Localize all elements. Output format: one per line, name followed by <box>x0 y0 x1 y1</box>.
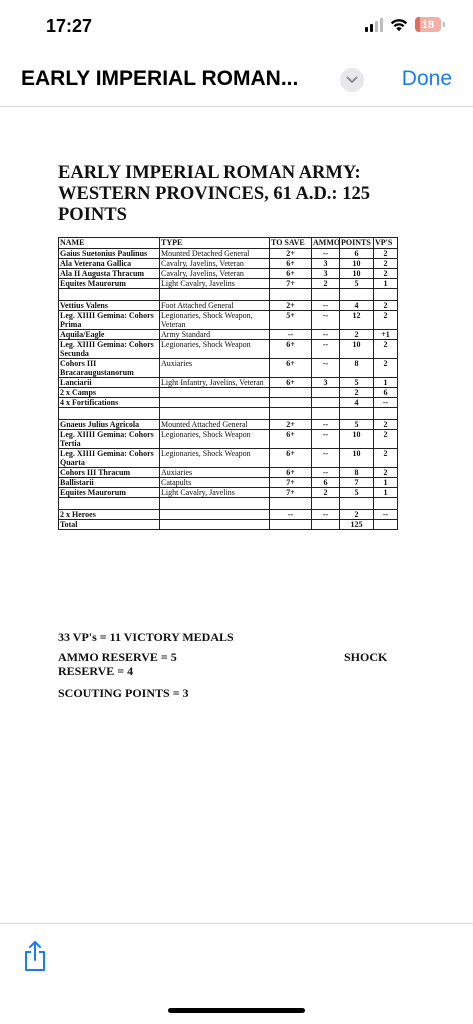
victory-medals-note: 33 VP's = 11 VICTORY MEDALS <box>58 630 234 644</box>
cell-points: 10 <box>340 340 374 359</box>
cell-ammo: -- <box>312 468 340 478</box>
cell-ammo: -- <box>312 359 340 378</box>
battery-level: 18 <box>421 18 435 31</box>
cell-ammo: -- <box>312 330 340 340</box>
document-title[interactable]: EARLY IMPERIAL ROMAN... <box>21 67 299 90</box>
cell-ammo <box>312 388 340 398</box>
cell-type <box>160 398 270 408</box>
document-heading: EARLY IMPERIAL ROMAN ARMY: WESTERN PROVINCES, 61 A.D.: 125 POINTS <box>58 163 370 225</box>
cell-type: Auxiaries <box>160 359 270 378</box>
cell-points: 2 <box>340 330 374 340</box>
cell-type <box>160 510 270 520</box>
cell-vps: 2 <box>374 340 398 359</box>
cell-name: Leg. XIIII Gemina: Cohors Secunda <box>59 340 160 359</box>
cell-points: 12 <box>340 311 374 330</box>
cell-save: 6+ <box>270 359 312 378</box>
table-row <box>59 279 398 289</box>
title-menu-button[interactable] <box>340 68 364 92</box>
cell-type <box>160 520 270 530</box>
table-row <box>59 301 398 311</box>
column-header-save: TO SAVE <box>270 238 312 249</box>
cell-name: Lanciarii <box>59 378 160 388</box>
cell-vps: -- <box>374 510 398 520</box>
cell-type: Light Cavalry, Javelins <box>160 279 270 289</box>
cell-points: 10 <box>340 430 374 449</box>
status-icons <box>365 17 445 32</box>
cell-ammo: -- <box>312 510 340 520</box>
cell-vps: 2 <box>374 449 398 468</box>
cell-name: Equites Maurorum <box>59 488 160 498</box>
cell-ammo <box>312 398 340 408</box>
cell-vps <box>374 520 398 530</box>
scouting-points-note: SCOUTING POINTS = 3 <box>58 686 189 700</box>
cell-type: Legionaries, Shock Weapon <box>160 430 270 449</box>
cell-name: 4 x Fortifications <box>59 398 160 408</box>
cell-name: Leg. XIIII Gemina: Cohors Tertia <box>59 430 160 449</box>
column-header-vps: VP'S <box>374 238 398 249</box>
cell-vps: 2 <box>374 468 398 478</box>
chevron-down-icon <box>346 76 358 84</box>
cell-vps: 1 <box>374 488 398 498</box>
cell-type: Catapults <box>160 478 270 488</box>
cell-name: Vettius Valens <box>59 301 160 311</box>
cell-save: 6+ <box>270 259 312 269</box>
cell-save: 7+ <box>270 488 312 498</box>
cell-type: Mounted Attached General <box>160 420 270 430</box>
done-button[interactable]: Done <box>401 67 452 90</box>
table-row <box>59 420 398 430</box>
cell-ammo: -- <box>312 340 340 359</box>
bottom-toolbar <box>0 923 473 1024</box>
cell-ammo: -- <box>312 449 340 468</box>
cell-vps: -- <box>374 398 398 408</box>
cell-ammo: 3 <box>312 269 340 279</box>
cell-points: 2 <box>340 510 374 520</box>
army-table-body <box>59 249 398 530</box>
cell-vps: 1 <box>374 478 398 488</box>
cell-vps: 2 <box>374 259 398 269</box>
cell-save: 6+ <box>270 340 312 359</box>
column-header-type: TYPE <box>160 238 270 249</box>
cell-name: Aquila/Eagle <box>59 330 160 340</box>
cell-save: 6+ <box>270 430 312 449</box>
table-row <box>59 468 398 478</box>
cell-vps: +1 <box>374 330 398 340</box>
cell-points: 8 <box>340 468 374 478</box>
nav-bar <box>0 56 473 107</box>
cell-type: Mounted Detached General <box>160 249 270 259</box>
cell-save: 5+ <box>270 311 312 330</box>
cell-name: Ala II Augusta Thracum <box>59 269 160 279</box>
cell-type: Legionaries, Shock Weapon <box>160 340 270 359</box>
wifi-icon <box>390 18 408 32</box>
cell-save: -- <box>270 510 312 520</box>
cell-vps: 2 <box>374 301 398 311</box>
table-row <box>59 359 398 378</box>
cell-type: Army Standard <box>160 330 270 340</box>
cell-points: 8 <box>340 359 374 378</box>
cell-type: Light Infantry, Javelins, Veteran <box>160 378 270 388</box>
cell-save: 6+ <box>270 269 312 279</box>
battery-icon <box>415 17 441 32</box>
cell-name: Total <box>59 520 160 530</box>
cell-ammo: 3 <box>312 259 340 269</box>
cell-name: Leg. XIIII Gemina: Cohors Quarta <box>59 449 160 468</box>
cell-save: 7+ <box>270 279 312 289</box>
cell-points: 5 <box>340 378 374 388</box>
cell-name: Equites Maurorum <box>59 279 160 289</box>
cell-points: 5 <box>340 279 374 289</box>
cell-name: Leg. XIIII Gemina: Cohors Prima <box>59 311 160 330</box>
cell-points: 4 <box>340 398 374 408</box>
home-indicator <box>168 1008 305 1013</box>
cell-points: 6 <box>340 249 374 259</box>
cell-ammo: -- <box>312 301 340 311</box>
cell-save <box>270 398 312 408</box>
cell-name: Gaius Suetonius Paulinus <box>59 249 160 259</box>
cell-points: 7 <box>340 478 374 488</box>
column-header-name: NAME <box>59 238 160 249</box>
table-row <box>59 269 398 279</box>
table-row <box>59 340 398 359</box>
cell-ammo: 6 <box>312 478 340 488</box>
status-time: 17:27 <box>46 16 93 36</box>
cell-ammo: 2 <box>312 279 340 289</box>
cell-points: 125 <box>340 520 374 530</box>
cell-points: 10 <box>340 259 374 269</box>
table-row <box>59 510 398 520</box>
ammo-reserve-note: AMMO RESERVE = 5 <box>58 650 177 664</box>
cell-save: 2+ <box>270 420 312 430</box>
cell-save <box>270 520 312 530</box>
group-separator <box>59 408 398 420</box>
army-table <box>58 237 398 530</box>
cell-name: Ala Veterana Gallica <box>59 259 160 269</box>
cell-type <box>160 388 270 398</box>
cell-type: Legionaries, Shock Weapon <box>160 449 270 468</box>
shock-note: SHOCK <box>344 650 388 664</box>
cell-vps: 2 <box>374 249 398 259</box>
document-page <box>0 107 473 923</box>
table-row <box>59 388 398 398</box>
cell-save: 2+ <box>270 301 312 311</box>
table-row <box>59 259 398 269</box>
cell-vps: 2 <box>374 359 398 378</box>
cell-vps: 1 <box>374 378 398 388</box>
cell-name: Ballistarii <box>59 478 160 488</box>
cell-type: Foot Attached General <box>160 301 270 311</box>
cell-ammo: -- <box>312 430 340 449</box>
cell-type: Legionaries, Shock Weapon, Veteran <box>160 311 270 330</box>
group-separator <box>59 289 398 301</box>
group-separator <box>59 498 398 510</box>
cell-points: 10 <box>340 449 374 468</box>
cell-save <box>270 388 312 398</box>
cell-ammo: 2 <box>312 488 340 498</box>
cell-name: 2 x Camps <box>59 388 160 398</box>
table-row <box>59 478 398 488</box>
cell-vps: 2 <box>374 269 398 279</box>
cell-ammo: -- <box>312 420 340 430</box>
status-bar <box>0 0 473 56</box>
cell-name: Cohors III Thracum <box>59 468 160 478</box>
column-header-points: POINTS <box>340 238 374 249</box>
table-row <box>59 311 398 330</box>
table-row <box>59 249 398 259</box>
cell-type: Light Cavalry, Javelins <box>160 488 270 498</box>
cell-points: 2 <box>340 388 374 398</box>
signal-icon <box>365 18 383 32</box>
cell-name: Gnaeus Julius Agricola <box>59 420 160 430</box>
cell-type: Cavalry, Javelins, Veteran <box>160 269 270 279</box>
cell-save: 6+ <box>270 468 312 478</box>
cell-points: 5 <box>340 420 374 430</box>
column-header-ammo: AMMO <box>313 238 341 247</box>
table-row <box>59 449 398 468</box>
cell-save: 2+ <box>270 249 312 259</box>
cell-vps: 2 <box>374 430 398 449</box>
cell-ammo <box>312 520 340 530</box>
cell-ammo: -- <box>312 311 340 330</box>
table-header-row <box>59 238 398 249</box>
cell-points: 5 <box>340 488 374 498</box>
table-row <box>59 430 398 449</box>
cell-vps: 1 <box>374 279 398 289</box>
cell-save: 7+ <box>270 478 312 488</box>
cell-save: 6+ <box>270 449 312 468</box>
reserve-note: RESERVE = 4 <box>58 664 134 678</box>
table-row <box>59 520 398 530</box>
table-row <box>59 488 398 498</box>
cell-name: 2 x Heroes <box>59 510 160 520</box>
cell-type: Cavalry, Javelins, Veteran <box>160 259 270 269</box>
cell-name: Cohors III Bracaraugustanorum <box>59 359 160 378</box>
cell-vps: 6 <box>374 388 398 398</box>
cell-points: 4 <box>340 301 374 311</box>
cell-points: 10 <box>340 269 374 279</box>
cell-type: Auxiaries <box>160 468 270 478</box>
share-icon[interactable] <box>22 940 48 972</box>
cell-ammo: 3 <box>312 378 340 388</box>
cell-save: -- <box>270 330 312 340</box>
table-row <box>59 398 398 408</box>
table-row <box>59 378 398 388</box>
cell-save: 6+ <box>270 378 312 388</box>
cell-vps: 2 <box>374 311 398 330</box>
table-row <box>59 330 398 340</box>
cell-ammo: -- <box>312 249 340 259</box>
cell-vps: 2 <box>374 420 398 430</box>
